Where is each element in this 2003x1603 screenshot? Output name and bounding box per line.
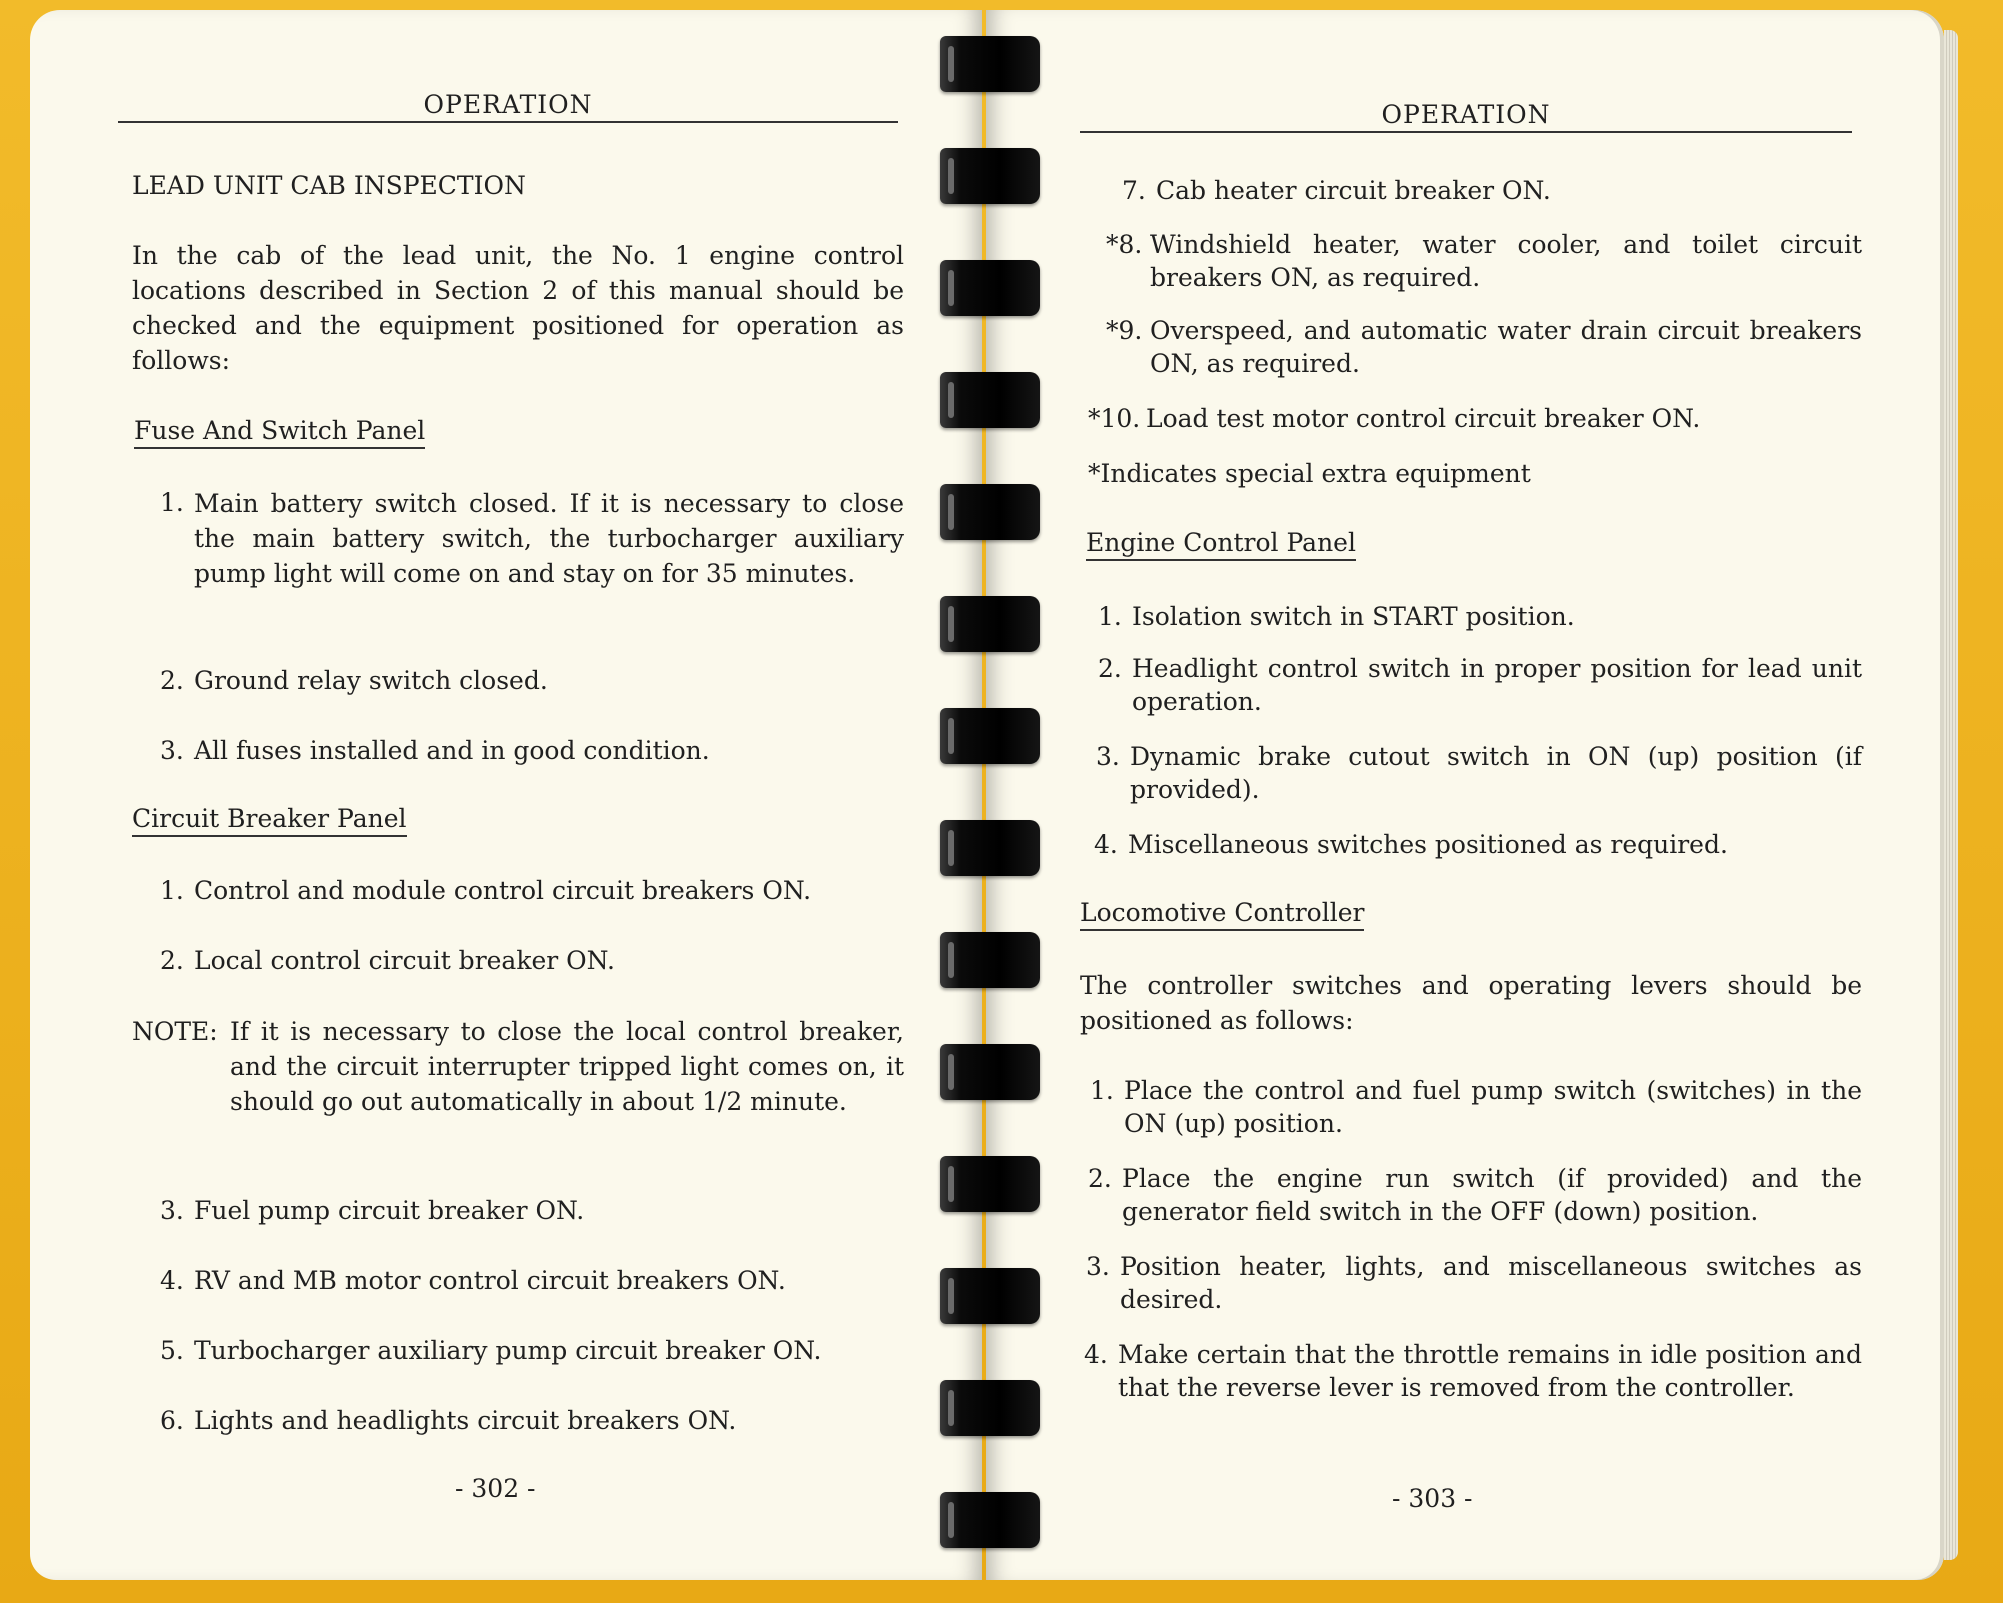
list-item [160,1264,904,1297]
item-number: 2. [160,666,184,695]
list-item [1096,740,1862,806]
list-item [1122,174,1862,207]
list-item [1098,652,1862,718]
binding-ring [940,1268,1040,1324]
item-number: 3. [1096,742,1120,771]
list-item [160,1404,904,1437]
list-item [1086,1250,1862,1316]
page-header: OPERATION [1080,100,1852,133]
item-text: Place the engine run switch (if provided) and the generator field switch in the OFF (down) position. [1122,1164,1862,1226]
item-text: Turbocharger auxiliary pump circuit breaker ON. [194,1336,822,1365]
item-text: Miscellaneous switches positioned as required. [1128,830,1728,859]
item-number: 4. [1084,1340,1108,1369]
list-item [160,1194,904,1227]
item-text: Position heater, lights, and miscellaneous switches as desired. [1120,1252,1862,1314]
item-text: Main battery switch closed. If it is necessary to close the main battery switch, the turbocharger auxiliary pump light will come on and stay on for 35 minutes. [194,489,904,588]
binding-ring [940,1156,1040,1212]
item-text: Cab heater circuit breaker ON. [1156,176,1551,205]
right-page [986,10,1944,1580]
item-number: 3. [160,1196,184,1225]
item-text: Windshield heater, water cooler, and toilet circuit breakers ON, as required. [1150,230,1862,292]
note-text: If it is necessary to close the local control breaker, and the circuit interrupter tripped light comes on, it should go out automatically in about 1/2 minute. [230,1017,904,1116]
list-item [1094,828,1862,861]
item-number: 7. [1122,176,1146,205]
item-number: 4. [160,1266,184,1295]
item-number: 2. [1088,1164,1112,1193]
left-page [30,10,982,1580]
list-item [160,664,904,697]
item-text: Ground relay switch closed. [194,666,548,695]
item-text: RV and MB motor control circuit breakers ON. [194,1266,786,1295]
list-item [160,874,904,907]
section-title: LEAD UNIT CAB INSPECTION [132,171,526,200]
controller-intro: The controller switches and operating levers should be positioned as follows: [1080,971,1862,1035]
item-number: 1. [160,488,184,517]
binding-ring [940,1044,1040,1100]
list-item [160,486,904,591]
binding-ring [940,1492,1040,1548]
item-text: Control and module control circuit breakers ON. [194,876,812,905]
item-text: Dynamic brake cutout switch in ON (up) position (if provided). [1130,742,1862,804]
binding-ring [940,260,1040,316]
list-item [1090,1074,1862,1140]
page-number: - 302 - [455,1474,536,1503]
footnote: *Indicates special extra equipment [1088,459,1531,488]
list-item [1088,1162,1862,1228]
page-edges [1944,30,1958,1560]
binding-ring [940,820,1040,876]
subsection-title-fuse-switch-panel: Fuse And Switch Panel [134,416,425,449]
item-number: 1. [1098,602,1122,631]
item-number: 4. [1094,830,1118,859]
item-number: 5. [160,1336,184,1365]
item-text: Isolation switch in START position. [1132,602,1575,631]
item-text: Headlight control switch in proper position for lead unit operation. [1132,654,1862,716]
item-number: 6. [160,1406,184,1435]
list-item [1084,1338,1862,1404]
list-item [160,944,904,977]
item-number: *8. [1106,230,1143,259]
item-number: 2. [1098,654,1122,683]
item-number: *9. [1106,316,1143,345]
subsection-title-engine-control-panel: Engine Control Panel [1086,528,1356,561]
item-text: Make certain that the throttle remains in idle position and that the reverse lever is removed from the controller. [1118,1340,1862,1402]
page-number: - 303 - [1392,1484,1473,1513]
item-number: 3. [1086,1252,1110,1281]
item-text: Lights and headlights circuit breakers ON. [194,1406,737,1435]
binding-ring [940,596,1040,652]
item-text: Fuel pump circuit breaker ON. [194,1196,585,1225]
binding-ring [940,484,1040,540]
list-item [1088,402,1862,435]
item-number: *10. [1088,404,1141,433]
item-number: 1. [1090,1076,1114,1105]
item-number: 1. [160,876,184,905]
intro-paragraph: In the cab of the lead unit, the No. 1 engine control locations described in Section 2 of this manual should be checked and the equipment positioned for operation as follows: [132,241,904,375]
item-number: 2. [160,946,184,975]
binding-ring [940,148,1040,204]
item-text: Place the control and fuel pump switch (switches) in the ON (up) position. [1124,1076,1862,1138]
item-text: Overspeed, and automatic water drain circuit breakers ON, as required. [1150,316,1862,378]
item-number: 3. [160,736,184,765]
subsection-title-circuit-breaker-panel: Circuit Breaker Panel [132,804,407,837]
binding-ring [940,1380,1040,1436]
subsection-title-locomotive-controller: Locomotive Controller [1080,898,1364,931]
item-text: Load test motor control circuit breaker ON. [1146,404,1701,433]
note-label: NOTE: [132,1017,218,1046]
page-header: OPERATION [118,90,898,123]
list-item [160,734,904,767]
note-block [132,1014,904,1119]
item-text: Local control circuit breaker ON. [194,946,615,975]
binding-ring [940,932,1040,988]
item-text: All fuses installed and in good condition. [194,736,710,765]
list-item [160,1334,904,1367]
binding-ring [940,372,1040,428]
list-item [1106,314,1862,380]
binding-ring [940,36,1040,92]
list-item [1098,600,1862,633]
binding-ring [940,708,1040,764]
list-item [1106,228,1862,294]
